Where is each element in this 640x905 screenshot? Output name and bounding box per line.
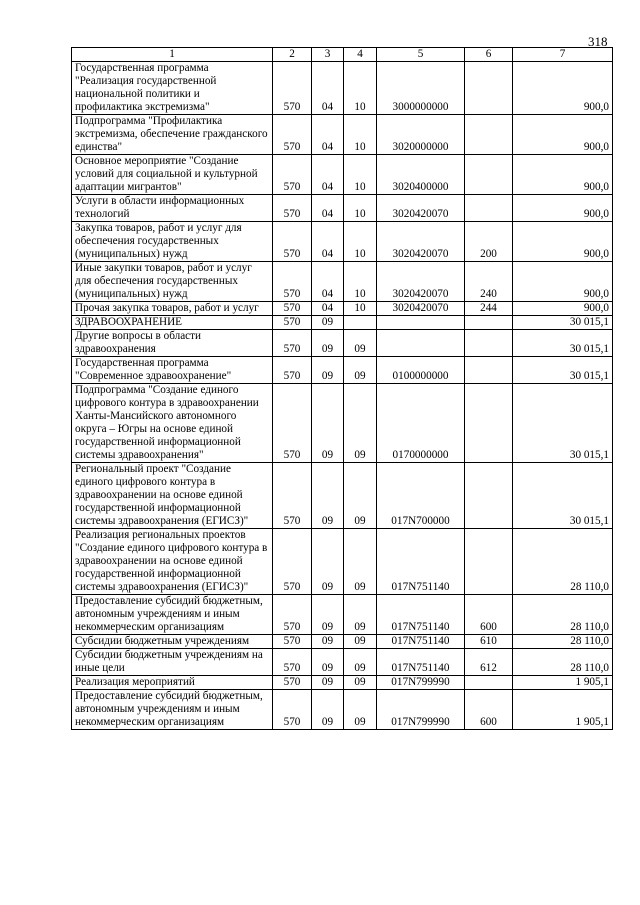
subsection-code-cell: 10 [344, 155, 377, 195]
target-article-cell: 0100000000 [377, 357, 465, 384]
table-row [72, 635, 613, 649]
amount-cell: 30 015,1 [513, 463, 613, 529]
header-cell: 5 [377, 48, 465, 62]
table-row [72, 115, 613, 155]
department-code-cell: 570 [273, 195, 312, 222]
subsection-code-cell: 10 [344, 115, 377, 155]
subsection-code-cell: 09 [344, 357, 377, 384]
section-code-cell: 09 [312, 690, 344, 730]
target-article-cell: 017N751140 [377, 529, 465, 595]
department-code-cell: 570 [273, 676, 312, 690]
department-code-cell: 570 [273, 635, 312, 649]
expense-type-cell [465, 195, 513, 222]
section-code-cell: 09 [312, 330, 344, 357]
department-code-cell: 570 [273, 463, 312, 529]
row-name-cell: Реализация мероприятий [72, 676, 273, 690]
department-code-cell: 570 [273, 529, 312, 595]
budget-table [71, 47, 613, 730]
subsection-code-cell: 10 [344, 195, 377, 222]
row-name-cell: Подпрограмма "Профилактика экстремизма, обеспечение гражданского единства" [72, 115, 273, 155]
subsection-code-cell: 09 [344, 595, 377, 635]
table-row [72, 195, 613, 222]
section-code-cell: 04 [312, 115, 344, 155]
subsection-code-cell: 09 [344, 649, 377, 676]
table-row [72, 649, 613, 676]
target-article-cell [377, 330, 465, 357]
amount-cell: 28 110,0 [513, 529, 613, 595]
section-code-cell: 09 [312, 316, 344, 330]
section-code-cell: 04 [312, 262, 344, 302]
header-cell: 6 [465, 48, 513, 62]
expense-type-cell: 610 [465, 635, 513, 649]
row-name-cell: Иные закупки товаров, работ и услуг для обеспечения государственных (муниципальных) нужд [72, 262, 273, 302]
section-code-cell: 04 [312, 62, 344, 115]
amount-cell: 900,0 [513, 222, 613, 262]
section-code-cell: 09 [312, 463, 344, 529]
department-code-cell: 570 [273, 357, 312, 384]
amount-cell: 900,0 [513, 302, 613, 316]
amount-cell: 28 110,0 [513, 595, 613, 635]
amount-cell: 900,0 [513, 115, 613, 155]
section-code-cell: 04 [312, 155, 344, 195]
subsection-code-cell: 09 [344, 463, 377, 529]
subsection-code-cell: 10 [344, 62, 377, 115]
row-name-cell: Предоставление субсидий бюджетным, автономным учреждениям и иным некоммерческим организациям [72, 595, 273, 635]
row-name-cell: Прочая закупка товаров, работ и услуг [72, 302, 273, 316]
department-code-cell: 570 [273, 262, 312, 302]
expense-type-cell [465, 330, 513, 357]
target-article-cell: 017N799990 [377, 690, 465, 730]
page-number: 318 [588, 34, 608, 49]
section-code-cell: 09 [312, 649, 344, 676]
table-row [72, 595, 613, 635]
department-code-cell: 570 [273, 316, 312, 330]
amount-cell: 30 015,1 [513, 384, 613, 463]
row-name-cell: Основное мероприятие "Создание условий для социальной и культурной адаптации мигрантов" [72, 155, 273, 195]
table-row [72, 316, 613, 330]
amount-cell: 30 015,1 [513, 357, 613, 384]
header-cell: 7 [513, 48, 613, 62]
table-row [72, 330, 613, 357]
row-name-cell: Услуги в области информационных технологий [72, 195, 273, 222]
row-name-cell: Субсидии бюджетным учреждениям [72, 635, 273, 649]
section-code-cell: 09 [312, 676, 344, 690]
target-article-cell: 3020420070 [377, 222, 465, 262]
expense-type-cell [465, 155, 513, 195]
expense-type-cell [465, 316, 513, 330]
section-code-cell: 04 [312, 195, 344, 222]
row-name-cell: Региональный проект "Создание единого цифрового контура в здравоохранении на основе единой государственной информационной системы здравоохранения (ЕГИСЗ)" [72, 463, 273, 529]
subsection-code-cell: 10 [344, 262, 377, 302]
section-code-cell: 09 [312, 595, 344, 635]
target-article-cell: 017N799990 [377, 676, 465, 690]
department-code-cell: 570 [273, 690, 312, 730]
subsection-code-cell: 10 [344, 222, 377, 262]
expense-type-cell: 244 [465, 302, 513, 316]
table-row [72, 384, 613, 463]
subsection-code-cell [344, 316, 377, 330]
section-code-cell: 09 [312, 529, 344, 595]
amount-cell: 30 015,1 [513, 316, 613, 330]
department-code-cell: 570 [273, 330, 312, 357]
expense-type-cell [465, 463, 513, 529]
header-cell: 2 [273, 48, 312, 62]
target-article-cell: 3000000000 [377, 62, 465, 115]
header-cell: 4 [344, 48, 377, 62]
target-article-cell: 3020420070 [377, 195, 465, 222]
amount-cell: 900,0 [513, 195, 613, 222]
expense-type-cell [465, 676, 513, 690]
expense-type-cell [465, 115, 513, 155]
target-article-cell: 3020420070 [377, 302, 465, 316]
target-article-cell: 3020400000 [377, 155, 465, 195]
expense-type-cell: 240 [465, 262, 513, 302]
header-row [72, 48, 613, 62]
expense-type-cell [465, 529, 513, 595]
table-row [72, 529, 613, 595]
subsection-code-cell: 09 [344, 635, 377, 649]
amount-cell: 30 015,1 [513, 330, 613, 357]
amount-cell: 1 905,1 [513, 676, 613, 690]
department-code-cell: 570 [273, 595, 312, 635]
target-article-cell: 017N751140 [377, 649, 465, 676]
amount-cell: 900,0 [513, 62, 613, 115]
section-code-cell: 09 [312, 384, 344, 463]
target-article-cell: 017N751140 [377, 595, 465, 635]
expense-type-cell: 612 [465, 649, 513, 676]
target-article-cell: 3020000000 [377, 115, 465, 155]
subsection-code-cell: 09 [344, 330, 377, 357]
department-code-cell: 570 [273, 384, 312, 463]
expense-type-cell: 600 [465, 595, 513, 635]
target-article-cell [377, 316, 465, 330]
row-name-cell: Государственная программа "Современное здравоохранение" [72, 357, 273, 384]
expense-type-cell [465, 62, 513, 115]
target-article-cell: 0170000000 [377, 384, 465, 463]
subsection-code-cell: 09 [344, 384, 377, 463]
table-row [72, 676, 613, 690]
expense-type-cell [465, 384, 513, 463]
row-name-cell: Закупка товаров, работ и услуг для обеспечения государственных (муниципальных) нужд [72, 222, 273, 262]
table-row [72, 463, 613, 529]
department-code-cell: 570 [273, 62, 312, 115]
section-code-cell: 04 [312, 302, 344, 316]
subsection-code-cell: 10 [344, 302, 377, 316]
table-row [72, 262, 613, 302]
amount-cell: 900,0 [513, 262, 613, 302]
target-article-cell: 017N751140 [377, 635, 465, 649]
department-code-cell: 570 [273, 302, 312, 316]
subsection-code-cell: 09 [344, 529, 377, 595]
row-name-cell: Подпрограмма "Создание единого цифрового контура в здравоохранении Ханты-Мансийского автономного округа – Югры на основе единой государственной информационной системы здравоохранения" [72, 384, 273, 463]
expense-type-cell: 600 [465, 690, 513, 730]
department-code-cell: 570 [273, 115, 312, 155]
amount-cell: 28 110,0 [513, 635, 613, 649]
section-code-cell: 09 [312, 635, 344, 649]
amount-cell: 900,0 [513, 155, 613, 195]
row-name-cell: ЗДРАВООХРАНЕНИЕ [72, 316, 273, 330]
row-name-cell: Другие вопросы в области здравоохранения [72, 330, 273, 357]
section-code-cell: 09 [312, 357, 344, 384]
row-name-cell: Предоставление субсидий бюджетным, автономным учреждениям и иным некоммерческим организациям [72, 690, 273, 730]
expense-type-cell: 200 [465, 222, 513, 262]
table-row [72, 155, 613, 195]
row-name-cell: Субсидии бюджетным учреждениям на иные цели [72, 649, 273, 676]
expense-type-cell [465, 357, 513, 384]
row-name-cell: Государственная программа "Реализация государственной национальной политики и профилактика экстремизма" [72, 62, 273, 115]
table-row [72, 302, 613, 316]
amount-cell: 28 110,0 [513, 649, 613, 676]
department-code-cell: 570 [273, 222, 312, 262]
section-code-cell: 04 [312, 222, 344, 262]
table-row [72, 357, 613, 384]
amount-cell: 1 905,1 [513, 690, 613, 730]
header-cell: 1 [72, 48, 273, 62]
department-code-cell: 570 [273, 155, 312, 195]
subsection-code-cell: 09 [344, 676, 377, 690]
row-name-cell: Реализация региональных проектов "Создание единого цифрового контура в здравоохранении на основе единой государственной информационной системы здравоохранения (ЕГИСЗ)" [72, 529, 273, 595]
target-article-cell: 3020420070 [377, 262, 465, 302]
header-cell: 3 [312, 48, 344, 62]
table-row [72, 62, 613, 115]
target-article-cell: 017N700000 [377, 463, 465, 529]
department-code-cell: 570 [273, 649, 312, 676]
table-row [72, 222, 613, 262]
subsection-code-cell: 09 [344, 690, 377, 730]
table-row [72, 690, 613, 730]
